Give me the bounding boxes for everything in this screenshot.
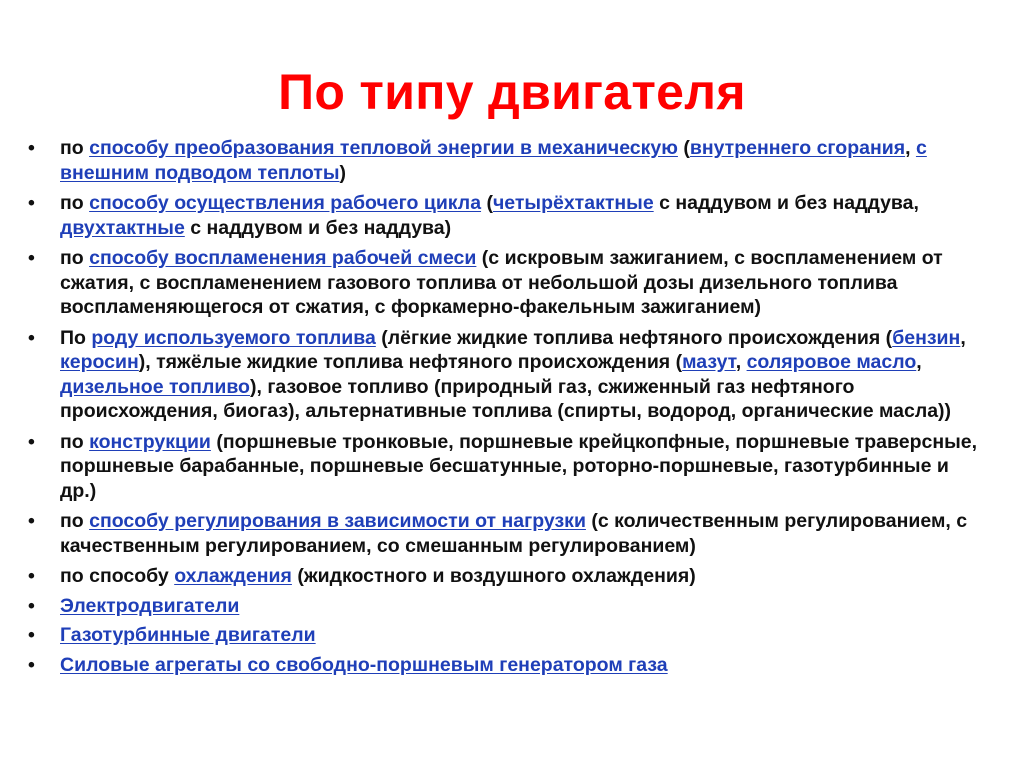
link-gas-turbine-engines[interactable]: Газотурбинные двигатели xyxy=(60,624,316,646)
text: по xyxy=(60,430,90,453)
text: (поршневые тронковые, поршневые крейцкопфные, поршневые траверсные, поршневые барабанные, поршневые бесшатунные, роторно-поршневые, газотурбинные и др.) xyxy=(60,430,978,502)
link-four-stroke[interactable]: четырёхтактные xyxy=(492,192,654,214)
link-construction[interactable]: конструкции xyxy=(89,430,211,453)
bullet-list xyxy=(28,136,988,682)
bullet-item-cycle xyxy=(28,191,988,240)
text: , xyxy=(735,351,747,373)
link-free-piston-generator[interactable]: Силовые агрегаты со свободно-поршневым генератором газа xyxy=(60,653,668,676)
text: ) xyxy=(339,161,346,184)
bullet-item-gas-turbine xyxy=(28,623,988,648)
link-load-regulation[interactable]: способу регулирования в зависимости от нагрузки xyxy=(89,510,586,532)
text: (жидкостного и воздушного охлаждения) xyxy=(291,565,696,587)
bullet-item-electric-motors xyxy=(28,594,988,619)
text: по xyxy=(60,192,90,214)
text: (лёгкие жидкие топлива нефтяного происхождения ( xyxy=(375,326,893,349)
link-energy-conversion[interactable]: способу преобразования тепловой энергии в механическую xyxy=(89,137,678,159)
bullet-item-cooling xyxy=(28,564,988,589)
text: ( xyxy=(677,137,690,159)
bullet-item-free-piston xyxy=(28,653,988,678)
link-kerosene[interactable]: керосин xyxy=(60,351,139,373)
text: с наддувом и без наддува, xyxy=(653,192,919,214)
text: с наддувом и без наддува) xyxy=(184,216,452,239)
link-solar-oil[interactable]: соляровое масло xyxy=(746,351,917,373)
text: ( xyxy=(481,192,493,214)
text: ), тяжёлые жидкие топлива нефтяного происхождения ( xyxy=(138,351,683,373)
text: по способу xyxy=(60,565,175,587)
bullet-item-fuel xyxy=(28,326,988,424)
text: по xyxy=(60,510,90,532)
link-two-stroke[interactable]: двухтактные xyxy=(60,216,185,239)
text: , xyxy=(960,326,966,349)
link-fuel-type[interactable]: роду используемого топлива xyxy=(91,326,376,349)
slide-title: По типу двигателя xyxy=(278,64,746,120)
link-fuel-oil[interactable]: мазут xyxy=(682,351,736,373)
link-cooling[interactable]: охлаждения xyxy=(174,565,292,587)
text: , xyxy=(916,351,922,373)
text: по xyxy=(60,247,90,269)
link-working-cycle[interactable]: способу осуществления рабочего цикла xyxy=(89,192,482,214)
link-ignition-method[interactable]: способу воспламенения рабочей смеси xyxy=(89,247,477,269)
bullet-item-regulation xyxy=(28,509,988,558)
text: , xyxy=(905,137,916,159)
link-diesel-fuel[interactable]: дизельное топливо xyxy=(60,375,250,398)
text: (с искровым зажиганием, с воспламенением от сжатия, с воспламенением газового топлива от небольшой дозы дизельного топлива воспламеняющегося от сжатия, с форкамерно-факельным зажиганием) xyxy=(60,247,943,318)
link-internal-combustion[interactable]: внутреннего сгорания xyxy=(689,137,906,159)
bullet-item-conversion xyxy=(28,136,988,185)
bullet-item-ignition xyxy=(28,246,988,320)
text: По xyxy=(60,326,92,349)
text: ), газовое топливо (природный газ, сжиженный газ нефтяного происхождения, биогаз), альтернативные топлива (спирты, водород, органические масла)) xyxy=(60,375,952,422)
link-external-heat[interactable]: с внешним подводом теплоты xyxy=(60,137,927,184)
text: по xyxy=(60,137,90,159)
link-gasoline[interactable]: бензин xyxy=(892,326,961,349)
bullet-item-construction xyxy=(28,430,988,504)
link-electric-motors[interactable]: Электродвигатели xyxy=(60,594,240,617)
text: (с количественным регулированием, с качественным регулированием, со смешанным регулированием) xyxy=(60,510,968,557)
